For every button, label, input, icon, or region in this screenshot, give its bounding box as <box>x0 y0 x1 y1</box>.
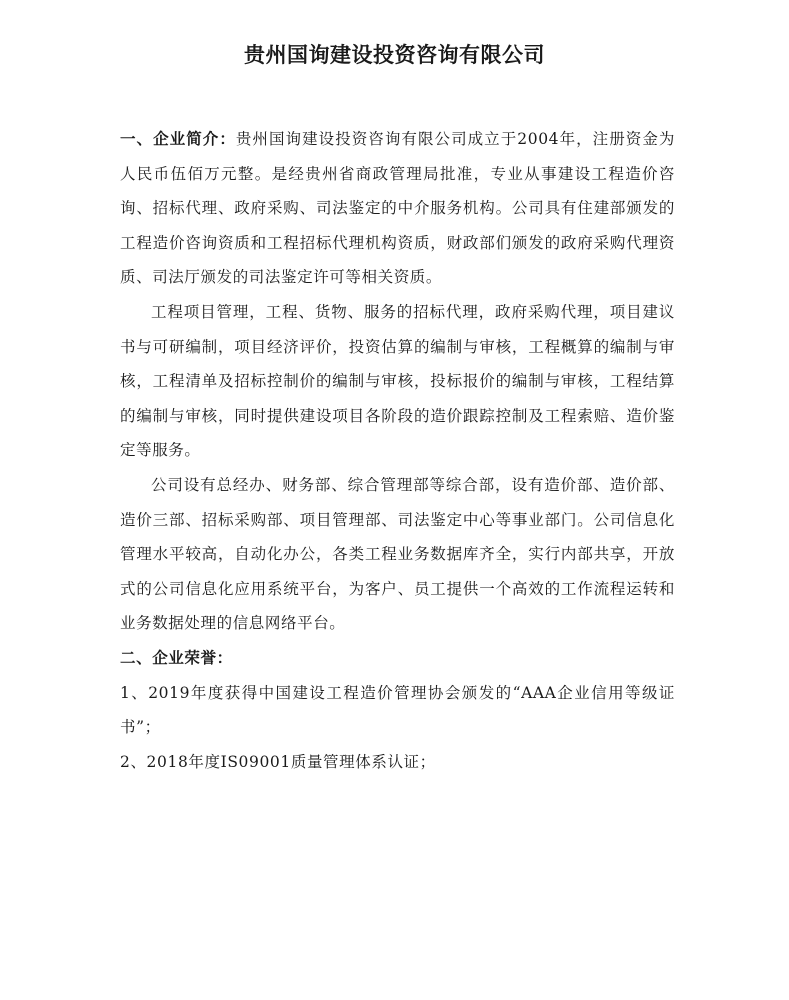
company-intro-text: 贵州国询建设投资咨询有限公司成立于2004年，注册资金为人民币伍佰万元整。是经贵州省商政管理局批准，专业从事建设工程造价咨询、招标代理、政府采购、司法鉴定的中介服务机构。公司具有住建部颁发的工程造价咨询资质和工程招标代理机构资质，财政部们颁发的政府采购代理资质、司法厅颁发的司法鉴定许可等相关资质。 <box>120 130 675 287</box>
services-paragraph: 工程项目管理，工程、货物、服务的招标代理，政府采购代理，项目建议书与可研编制，项目经济评价，投资估算的编制与审核，工程概算的编制与审核，工程清单及招标控制价的编制与审核，投标报价的编制与审核，工程结算的编制与审核，同时提供建设项目各阶段的造价跟踪控制及工程索赔、造价鉴定等服务。 <box>120 302 675 460</box>
document-title: 贵州国询建设投资咨询有限公司 <box>244 42 545 67</box>
section-heading-company-profile: 一、企业简介： <box>120 129 236 148</box>
honor-item: 2、2018年度IS09001质量管理体系认证； <box>120 752 436 771</box>
honor-item: 1、2019年度获得中国建设工程造价管理协会颁发的“AAA企业信用等级证书”； <box>120 683 675 737</box>
document-body <box>120 122 675 779</box>
structure-paragraph: 公司设有总经办、财务部、综合管理部等综合部，设有造价部、造价部、造价三部、招标采购部、项目管理部、司法鉴定中心等事业部门。公司信息化管理水平较高，自动化办公，各类工程业务数据库齐全，实行内部共享，开放式的公司信息化应用系统平台，为客户、员工提供一个高效的工作流程运转和业务数据处理的信息网络平台。 <box>120 475 675 633</box>
company-intro-paragraph <box>120 122 675 295</box>
section-heading-honors: 二、企业荣誉： <box>120 647 233 667</box>
